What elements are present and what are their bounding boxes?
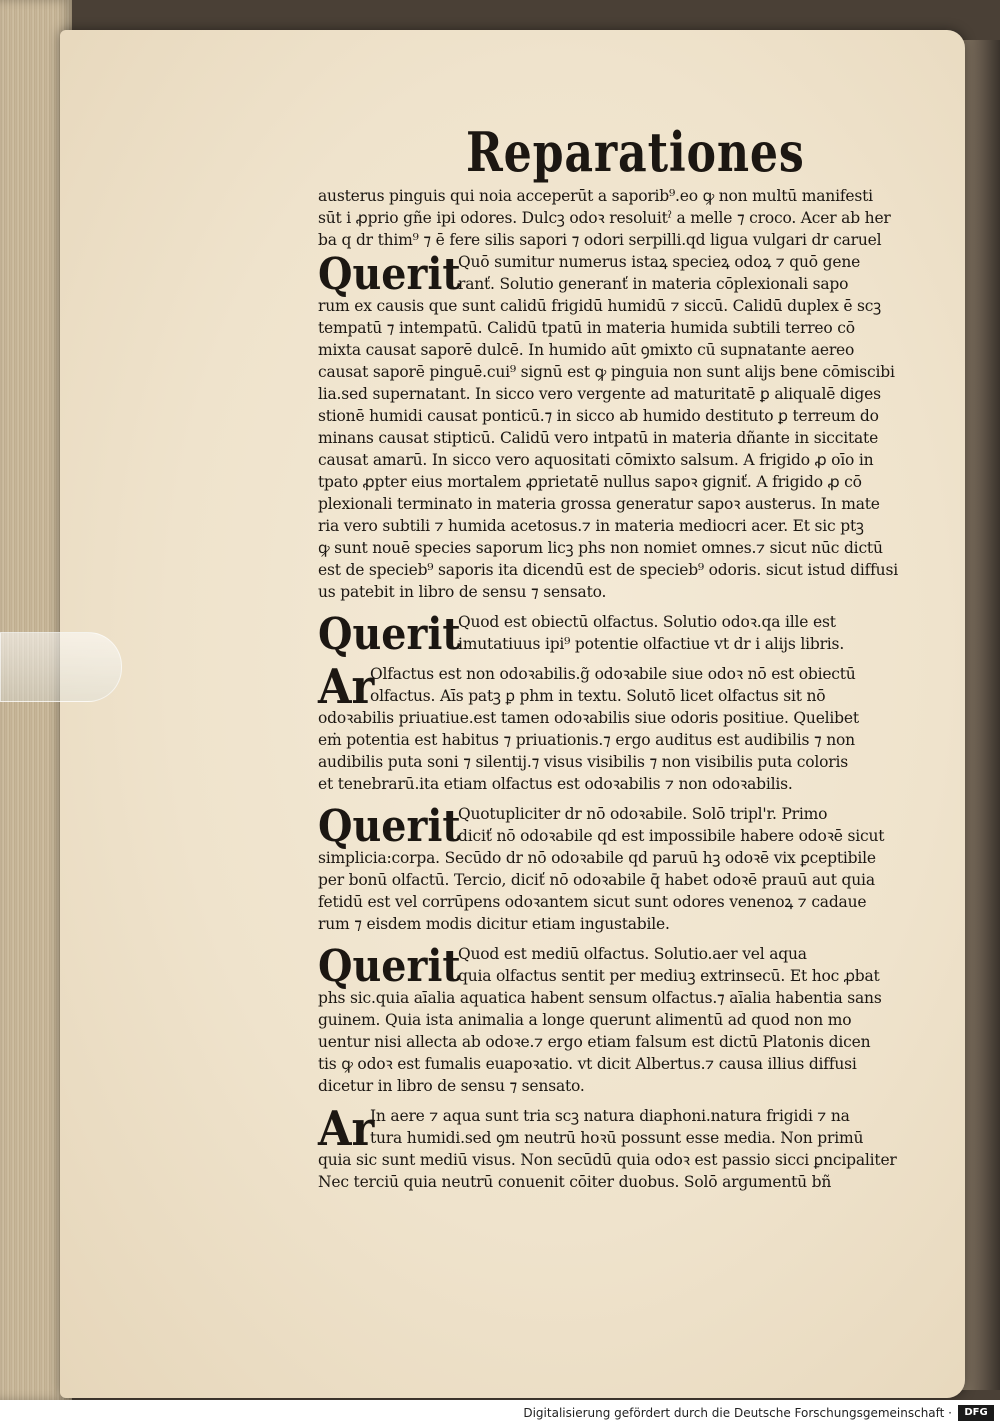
text-line: causat amarū. In sicco vero aquositati cōmixto salsum. A frigido ꝓ oīo in: [318, 451, 874, 469]
text-line: plexionali terminato in materia grossa generatur sapoꝛ austerus. In mate: [318, 495, 880, 513]
section-querit-3: [318, 803, 918, 935]
page-clip: [0, 632, 122, 702]
drop-cap: Querit: [318, 609, 461, 660]
section-querit-1: [318, 251, 918, 603]
text-line: Quod est obiectū olfactus. Solutio odoꝛ.qa ille est: [458, 613, 836, 631]
text-line: quia sic sunt mediū visus. Non secūdū quia odoꝛ est passio sicci ꝑncipaliter: [318, 1151, 897, 1169]
text-line: et tenebrarū.ita etiam olfactus est odoꝛabilis ⁊ non odoꝛabilis.: [318, 775, 793, 793]
text-line: stionē humidi causat ponticū.⁊ in sicco ab humido destituto ꝑ terreum do: [318, 407, 879, 425]
text-line: Nec terciū quia neutrū conuenit cōiter duobus. Solō argumentū bñ: [318, 1173, 832, 1191]
binding-shadow: [960, 40, 1000, 1390]
text-line: ranť. Solutio generanť in materia cōplexionali sapo: [458, 275, 849, 293]
text-line: uentur nisi allecta ab odoꝛe.⁊ ergo etiam falsum est dictū Platonis dicen: [318, 1033, 871, 1051]
text-line: In aere ⁊ aqua sunt tria scꝫ natura diaphoni.natura frigidi ⁊ na: [370, 1107, 850, 1125]
text-line: Quō sumitur numerus istaꝝ specieꝝ odoꝝ ⁊ quō gene: [458, 253, 861, 271]
text-line: ria vero subtili ⁊ humida acetosus.⁊ in materia mediocri acer. Et sic ptꝫ: [318, 517, 864, 535]
text-line: fetidū est vel corrūpens odoꝛantem sicut sunt odores venenoꝝ ⁊ cadaue: [318, 893, 867, 911]
text-line: audibilis puta soni ⁊ silentij.⁊ visus visibilis ⁊ non visibilis puta coloris: [318, 753, 848, 771]
text-line: simplicia:corpa. Secūdo dr nō odoꝛabile qd paruū hꝫ odoꝛē vix ꝑceptibile: [318, 849, 876, 867]
text-line: odoꝛabilis priuatiue.est tamen odoꝛabilis siue odoris positiue. Quelibet: [318, 709, 859, 727]
section-ar-2: [318, 1101, 918, 1193]
text-line: tempatū ⁊ intempatū. Calidū tpatū in materia humida subtili terreo cō: [318, 319, 855, 337]
text-line: guinem. Quia ista animalia a longe querunt alimentū ad quod non mo: [318, 1011, 852, 1029]
text-line: tpato ꝓpter eius mortalem ꝓprietatē nullus sapoꝛ gigniť. A frigido ꝓ cō: [318, 473, 862, 491]
drop-cap: Ar: [318, 1101, 375, 1157]
page-heading: Reparationes: [466, 120, 805, 184]
text-line: minans causat stipticū. Calidū vero intpatū in materia dñante in siccitate: [318, 429, 879, 447]
text-line: diciť nō odoꝛabile qd est impossibile habere odoꝛē sicut: [458, 827, 885, 845]
text-line: sūt i ꝓprio gñe ipi odores. Dulcꝫ odoꝛ resoluitˀ a melle ⁊ croco. Acer ab her: [318, 209, 891, 227]
text-line: eṁ potentia est habitus ⁊ priuationis.⁊ ergo auditus est audibilis ⁊ non: [318, 731, 855, 749]
text-line: phs sic.quia aīalia aquatica habent sensum olfactus.⁊ aīalia habentia sans: [318, 989, 882, 1007]
text-line: olfactus. Aīs patꝫ ꝑ phm in textu. Solutō licet olfactus sit nō: [370, 687, 826, 705]
text-block: [318, 185, 918, 1193]
drop-cap: Querit: [318, 249, 461, 300]
footer-bar: [0, 1400, 1000, 1426]
text-line: rum ex causis que sunt calidū frigidū humidū ⁊ siccū. Calidū duplex ē scꝫ: [318, 297, 882, 315]
funding-notice: Digitalisierung gefördert durch die Deutsche Forschungsgemeinschaft ·: [523, 1406, 952, 1420]
text-line: tura humidi.sed ꝯm neutrū hoꝛū possunt esse media. Non primū: [370, 1129, 864, 1147]
text-line: lia.sed supernatant. In sicco vero vergente ad maturitatē ꝑ aliqualē diges: [318, 385, 881, 403]
text-line: rum ⁊ eisdem modis dicitur etiam ingustabile.: [318, 915, 670, 933]
text-line: austerus pinguis qui noia acceperūt a saporib⁹.eo ꝙ non multū manifesti: [318, 187, 873, 205]
section-querit-2: [318, 609, 918, 660]
intro-paragraph: [318, 185, 918, 251]
text-line: mixta causat saporē dulcē. In humido aūt ꝯmixto cū supnatante aereo: [318, 341, 855, 359]
text-line: dicetur in libro de sensu ⁊ sensato.: [318, 1077, 585, 1095]
text-line: ba q dr thim⁹ ⁊ ē fere silis sapori ⁊ odori serpilli.qd ligua vulgari dr caruel: [318, 231, 882, 249]
section-querit-4: [318, 943, 918, 1097]
text-line: Quotupliciter dr nō odoꝛabile. Solō tripl'r. Primo: [458, 805, 828, 823]
drop-cap: Querit: [318, 801, 461, 852]
drop-cap: Ar: [318, 659, 375, 715]
text-line: us patebit in libro de sensu ⁊ sensato.: [318, 583, 607, 601]
drop-cap: Querit: [318, 941, 461, 992]
text-line: Olfactus est non odoꝛabilis.g̃ odoꝛabile siue odoꝛ nō est obiectū: [370, 665, 856, 683]
text-line: tis ꝙ odoꝛ est fumalis euapoꝛatio. vt dicit Albertus.⁊ causa illius diffusi: [318, 1055, 857, 1073]
text-line: ꝙ sunt nouē species saporum licꝫ phs non nomiet omnes.⁊ sicut nūc dictū: [318, 539, 883, 557]
text-line: imutatiuus ipi⁹ potentie olfactiue vt dr i alijs libris.: [458, 635, 845, 653]
text-line: est de specieb⁹ saporis ita dicendū est de specieb⁹ odoris. sicut istud diffusi: [318, 561, 898, 579]
dfg-logo-icon: DFG: [958, 1405, 994, 1421]
section-ar-1: [318, 659, 918, 795]
text-line: quia olfactus sentit per mediuꝫ extrinsecū. Et hoc ꝓbat: [458, 967, 880, 985]
text-line: causat saporē pinguē.cui⁹ signū est ꝙ pinguia non sunt alijs bene cōmiscibi: [318, 363, 895, 381]
text-line: per bonū olfactū. Tercio, diciť nō odoꝛabile q̄ habet odoꝛē prauū aut quia: [318, 871, 875, 889]
text-line: Quod est mediū olfactus. Solutio.aer vel aqua: [458, 945, 807, 963]
